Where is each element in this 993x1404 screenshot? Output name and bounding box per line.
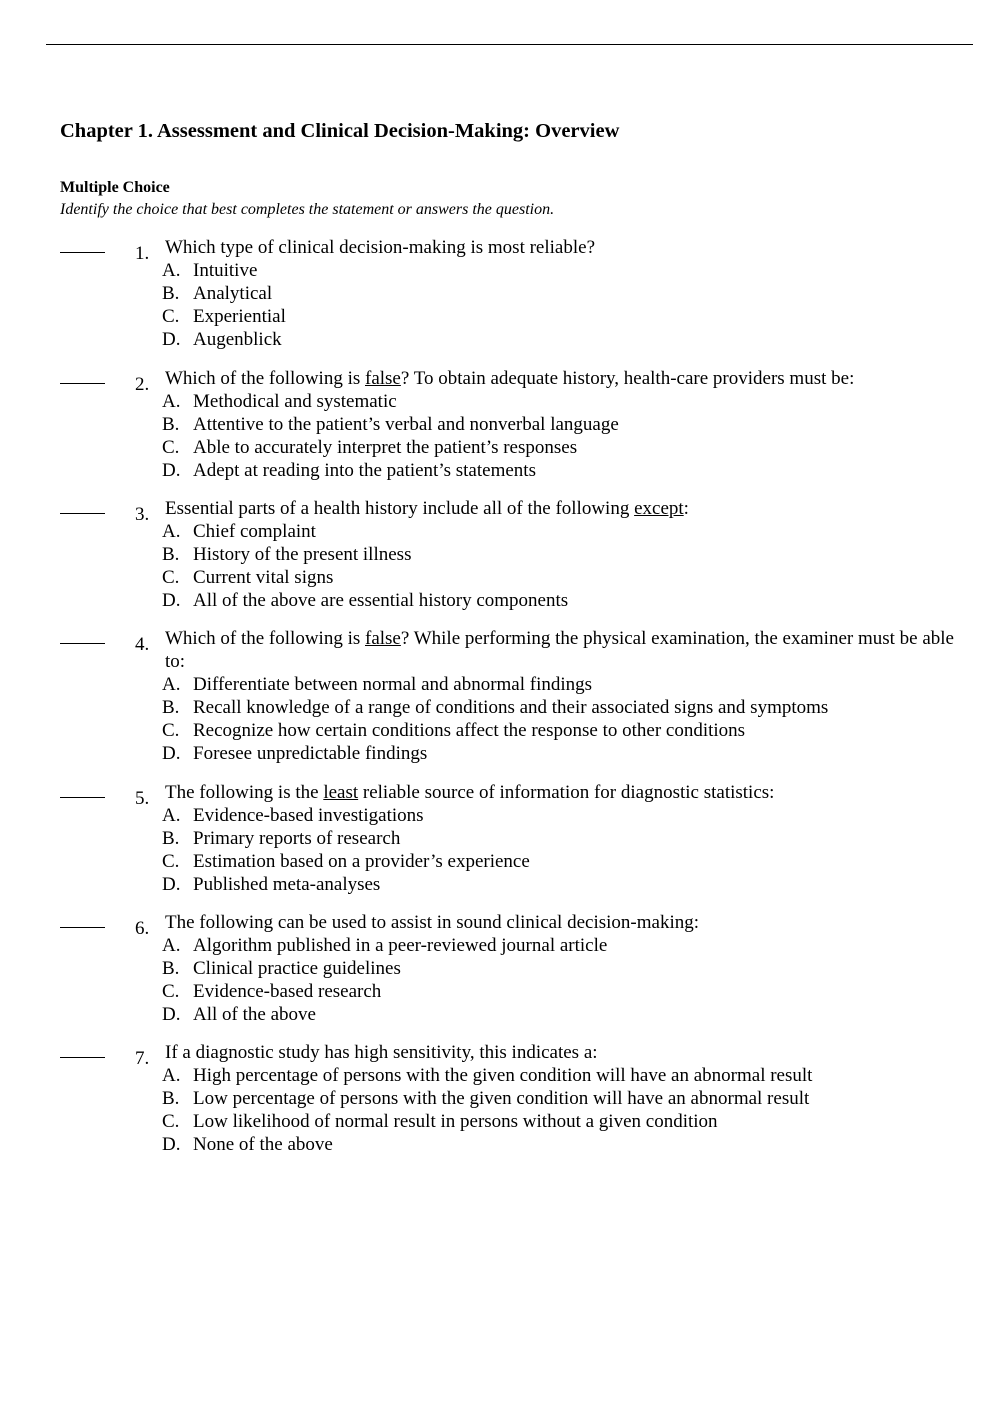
choice-text: Recognize how certain conditions affect the response to other conditions (193, 720, 746, 741)
question-number: 1. (135, 243, 150, 264)
choice-text: Clinical practice guidelines (193, 958, 401, 979)
choice-letter: A. (162, 674, 181, 695)
choice-letter: C. (162, 720, 180, 741)
choice-text: High percentage of persons with the given condition will have an abnormal result (193, 1065, 813, 1086)
question-number: 5. (135, 788, 150, 809)
choice-text: All of the above (193, 1004, 316, 1025)
choice-text: Intuitive (193, 260, 258, 281)
choice-letter: D. (162, 1134, 181, 1155)
question-number: 2. (135, 374, 150, 395)
question-number: 4. (135, 634, 150, 655)
choice-text: Low percentage of persons with the given condition will have an abnormal result (193, 1088, 810, 1109)
choice-letter: B. (162, 414, 180, 435)
choice-text: Low likelihood of normal result in persons without a given condition (193, 1111, 718, 1132)
choice-letter: D. (162, 743, 181, 764)
choice-text: Recall knowledge of a range of conditions and their associated signs and symptoms (193, 697, 829, 718)
answer-blank[interactable] (60, 797, 105, 798)
answer-blank[interactable] (60, 383, 105, 384)
question-stem: Which type of clinical decision-making is most reliable? (165, 237, 596, 258)
choice-letter: B. (162, 958, 180, 979)
choice-letter: C. (162, 851, 180, 872)
choice-text: Able to accurately interpret the patient’s responses (193, 437, 578, 458)
question-stem: The following is the least reliable source of information for diagnostic statistics: (165, 782, 775, 803)
choice-text: Differentiate between normal and abnormal findings (193, 674, 593, 695)
choice-text: Primary reports of research (193, 828, 401, 849)
choice-text: Published meta-analyses (193, 874, 381, 895)
chapter-title: Chapter 1. Assessment and Clinical Decision-Making: Overview (60, 120, 620, 142)
choice-text: None of the above (193, 1134, 333, 1155)
choice-text: Analytical (193, 283, 273, 304)
answer-blank[interactable] (60, 643, 105, 644)
choice-letter: A. (162, 391, 181, 412)
section-heading: Multiple Choice (60, 179, 170, 196)
choice-text: Attentive to the patient’s verbal and nonverbal language (193, 414, 619, 435)
choice-letter: D. (162, 329, 181, 350)
choice-letter: C. (162, 1111, 180, 1132)
choice-text: Methodical and systematic (193, 391, 397, 412)
choice-text: Augenblick (193, 329, 282, 350)
question-number: 6. (135, 918, 150, 939)
choice-letter: B. (162, 697, 180, 718)
choice-text: History of the present illness (193, 544, 412, 565)
choice-letter: D. (162, 874, 181, 895)
choice-letter: C. (162, 567, 180, 588)
choice-letter: B. (162, 1088, 180, 1109)
choice-text: Current vital signs (193, 567, 334, 588)
choice-letter: B. (162, 283, 180, 304)
choice-text: Chief complaint (193, 521, 316, 542)
choice-text: Algorithm published in a peer-reviewed journal article (193, 935, 608, 956)
question-number: 7. (135, 1048, 150, 1069)
question-stem: Which of the following is false? While performing the physical examination, the examiner must be able to: (165, 628, 954, 672)
question-number: 3. (135, 504, 150, 525)
choice-text: Estimation based on a provider’s experience (193, 851, 530, 872)
choice-letter: C. (162, 437, 180, 458)
choice-text: Experiential (193, 306, 286, 327)
question-stem: Essential parts of a health history include all of the following except: (165, 498, 689, 519)
choice-text: All of the above are essential history components (193, 590, 569, 611)
choice-letter: D. (162, 590, 181, 611)
choice-letter: A. (162, 805, 181, 826)
answer-blank[interactable] (60, 1057, 105, 1058)
answer-blank[interactable] (60, 927, 105, 928)
question-stem: If a diagnostic study has high sensitivity, this indicates a: (165, 1042, 598, 1063)
choice-letter: D. (162, 460, 181, 481)
header-rule (46, 44, 973, 45)
choice-letter: A. (162, 935, 181, 956)
choice-text: Evidence-based research (193, 981, 382, 1002)
choice-text: Adept at reading into the patient’s statements (193, 460, 536, 481)
choice-letter: D. (162, 1004, 181, 1025)
answer-blank[interactable] (60, 513, 105, 514)
choice-letter: A. (162, 1065, 181, 1086)
choice-text: Foresee unpredictable findings (193, 743, 428, 764)
question-stem: The following can be used to assist in sound clinical decision-making: (165, 912, 700, 933)
answer-blank[interactable] (60, 252, 105, 253)
choice-text: Evidence-based investigations (193, 805, 424, 826)
choice-letter: A. (162, 260, 181, 281)
choice-letter: C. (162, 981, 180, 1002)
instructions: Identify the choice that best completes the statement or answers the question. (60, 201, 555, 218)
question-stem: Which of the following is false? To obtain adequate history, health-care providers must be: (165, 368, 855, 389)
choice-letter: A. (162, 521, 181, 542)
choice-letter: B. (162, 828, 180, 849)
choice-letter: C. (162, 306, 180, 327)
choice-letter: B. (162, 544, 180, 565)
